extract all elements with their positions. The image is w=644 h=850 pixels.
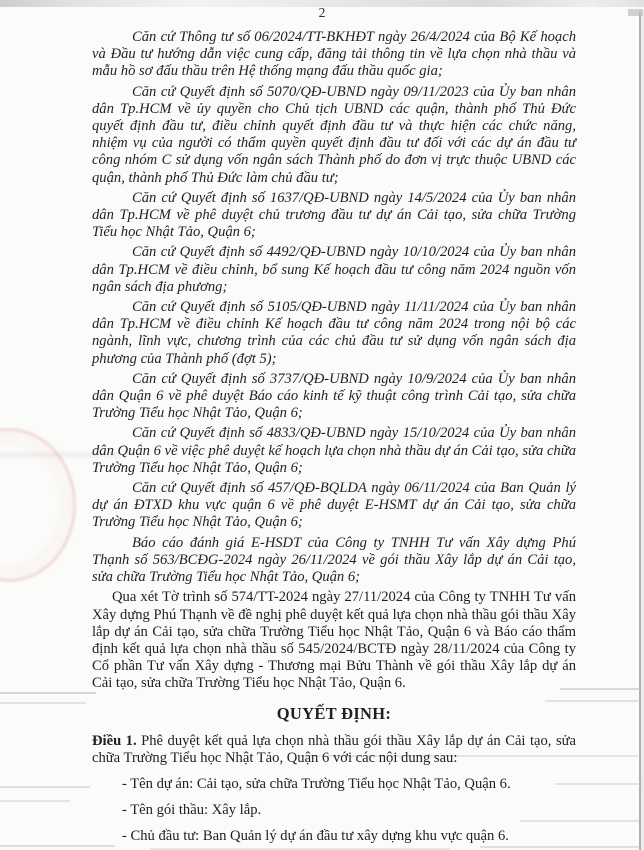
scan-streak — [0, 692, 96, 694]
list-item: - Chủ đầu tư: Ban Quản lý dự án đầu tư xây dựng khu vực quận 6. — [122, 828, 509, 845]
list-item: - Tên dự án: Cải tạo, sửa chữa Trường Tiểu học Nhật Tảo, Quận 6. — [122, 775, 511, 792]
preamble-paragraph: Căn cứ Quyết định số 5070/QĐ-UBND ngày 09/11/2023 của Ủy ban nhân dân Tp.HCM về ủy quyền cho Chủ tịch UBND các quận, thành phố Thủ Đức quyết định đầu tư, điều chỉnh quyết định đầu tư và thực hiện các chức năng, nhiệm vụ của người có thẩm quyền quyết định đầu tư đối với các dự án đầu tư công nhóm C sử dụng vốn ngân sách Thành phố do đơn vị trực thuộc UBND các quận, thành phố Thủ Đức làm chủ đầu tư; — [92, 83, 576, 186]
article-1-items — [92, 776, 576, 846]
preamble-paragraph: Căn cứ Quyết định số 4492/QĐ-UBND ngày 10/10/2024 của Ủy ban nhân dân Tp.HCM về điều chỉnh, bổ sung Kế hoạch đầu tư công năm 2024 nguồn vốn ngân sách địa phương; — [92, 244, 576, 295]
document-body — [92, 29, 576, 846]
preamble-paragraph: Qua xét Tờ trình số 574/TT-2024 ngày 27/11/2024 của Công ty TNHH Tư vấn Xây dựng Phú Thạnh về đề nghị phê duyệt kết quả lựa chọn nhà thầu gói thầu Xây lắp dự án Cải tạo, sửa chữa Trường Tiểu học Nhật Tảo, Quận 6 và Báo cáo thẩm định kết quả lựa chọn nhà thầu số 545/2024/BCTĐ ngày 28/11/2024 của Công ty Cổ phần Tư vấn Xây dựng - Thương mại Bửu Thành về gói thầu Xây lắp dự án Cải tạo, sửa chữa Trường Tiểu học Nhật Tảo, Quận 6. — [92, 589, 576, 692]
preamble-paragraph: Căn cứ Quyết định số 1637/QĐ-UBND ngày 14/5/2024 của Ủy ban nhân dân Tp.HCM về phê duyệt chủ trương đầu tư dự án Cải tạo, sửa chữa Trường Tiểu học Nhật Tảo, Quận 6; — [92, 189, 576, 241]
scan-streak — [0, 786, 90, 788]
article-1-label: Điều 1. — [92, 732, 137, 749]
preamble-paragraph: Căn cứ Quyết định số 5105/QĐ-UBND ngày 11/11/2024 của Ủy ban nhân dân Tp.HCM về điều chỉnh Kế hoạch đầu tư công năm 2024 trong nội bộ các ngành, lĩnh vực, chương trình của các chủ đầu tư sử dụng vốn ngân sách địa phương của Thành phố (đợt 5); — [92, 299, 576, 367]
scan-edge-line-right — [639, 12, 641, 850]
preamble-section — [92, 29, 576, 693]
article-1-text: Phê duyệt kết quả lựa chọn nhà thầu gói thầu Xây lắp dự án Cải tạo, sửa chữa Trường Tiểu học Nhật Tảo, Quận 6 với các nội dung sau: — [92, 732, 577, 766]
decision-heading: QUYẾT ĐỊNH: — [276, 703, 392, 723]
list-item: - Tên gói thầu: Xây lắp. — [122, 802, 262, 819]
article-1-paragraph — [92, 733, 576, 767]
page-number: 2 — [318, 5, 326, 20]
scan-streak — [0, 800, 70, 802]
scan-streak — [480, 846, 640, 848]
preamble-paragraph: Căn cứ Quyết định số 457/QĐ-BQLDA ngày 06/11/2024 của Ban Quản lý dự án ĐTXD khu vực quận 6 về phê duyệt E-HSMT dự án Cải tạo, sửa chữa Trường Tiểu học Nhật Tảo, Quận 6; — [92, 480, 576, 531]
preamble-paragraph: Căn cứ Quyết định số 3737/QĐ-UBND ngày 10/9/2024 của Ủy ban nhân dân Quận 6 về phê duyệt Báo cáo kinh tế kỹ thuật công trình Cải tạo, sửa chữa Trường Tiểu học Nhật Tảo, Quận 6; — [92, 370, 576, 422]
preamble-paragraph: Căn cứ Quyết định số 4833/QĐ-UBND ngày 15/10/2024 của Ủy ban nhân dân Quận 6 về việc phê duyệt kế hoạch lựa chọn nhà thầu dự án Cải tạo, sửa chữa Trường Tiểu học Nhật Tảo, Quận 6; — [92, 425, 576, 476]
preamble-paragraph: Căn cứ Thông tư số 06/2024/TT-BKHĐT ngày 26/4/2024 của Bộ Kế hoạch và Đầu tư hướng dẫn việc cung cấp, đăng tải thông tin về lựa chọn nhà thầu và mẫu hồ sơ đấu thầu trên Hệ thống mạng đấu thầu quốc gia; — [92, 29, 576, 80]
scan-streak — [0, 702, 86, 704]
preamble-paragraph: Báo cáo đánh giá E-HSDT của Công ty TNHH Tư vấn Xây dựng Phú Thạnh số 563/BCĐG-2024 ngày 26/11/2024 về gói thầu Xây lắp dự án Cải tạo, sửa chữa Trường Tiểu học Nhật Tảo, Quận 6; — [92, 534, 576, 586]
